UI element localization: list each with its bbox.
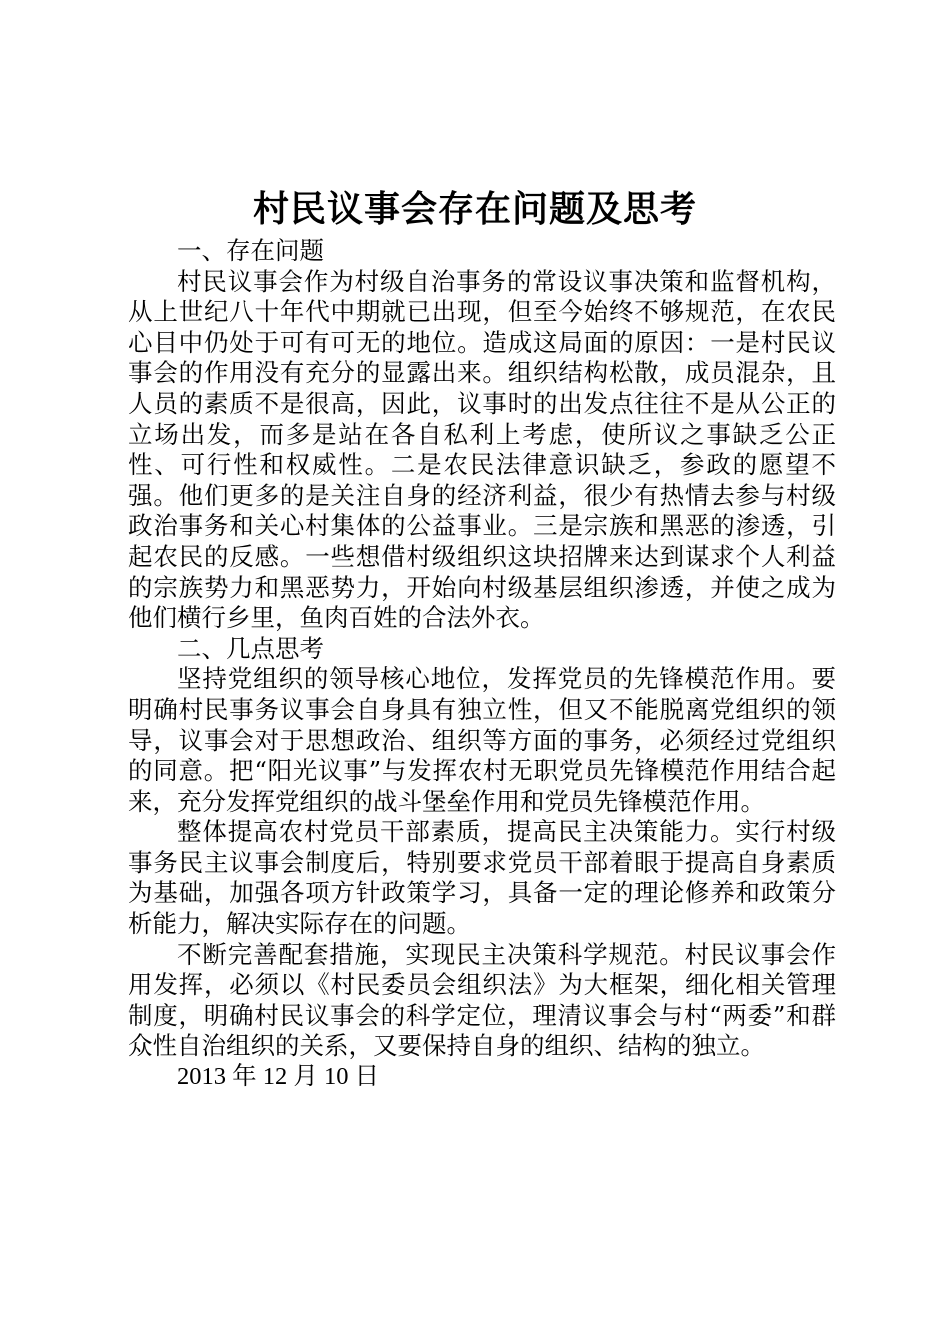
document-body: [128, 236, 836, 1093]
document-title: 村民议事会存在问题及思考: [252, 188, 697, 230]
section-heading-thoughts: 二、几点思考: [177, 633, 324, 663]
document-date: 2013 年 12 月 10 日: [177, 1063, 380, 1091]
paragraph-cadre-quality: 整体提高农村党员干部素质，提高民主决策能力。实行村级事务民主议事会制度后，特别要求党员干部着眼于提高自身素质为基础，加强各项方针政策学习，具备一定的理论修养和政策分析能力，解决实际存在的问题。: [128, 817, 836, 939]
section-heading-problems: 一、存在问题: [177, 236, 324, 265]
paragraph-supporting-measures: 不断完善配套措施，实现民主决策科学规范。村民议事会作用发挥，必须以《村民委员会组织法》为大框架，细化相关管理制度，明确村民议事会的科学定位，理清议事会与村“两委”和群众性自治组织的关系，又要保持自身的组织、结构的独立。: [128, 939, 836, 1061]
paragraph-problems: 村民议事会作为村级自治事务的常设议事决策和监督机构，从上世纪八十年代中期就已出现，但至今始终不够规范，在农民心目中仍处于可有可无的地位。造成这局面的原因：一是村民议事会的作用没有充分的显露出来。组织结构松散，成员混杂，且人员的素质不是很高，因此，议事时的出发点往往不是从公正的立场出发，而多是站在各自私利上考虑，使所议之事缺乏公正性、可行性和权威性。二是农民法律意识缺乏，参政的愿望不强。他们更多的是关注自身的经济利益，很少有热情去参与村级政治事务和关心村集体的公益事业。三是宗族和黑恶的渗透，引起农民的反感。一些想借村级组织这块招牌来达到谋求个人利益的宗族势力和黑恶势力，开始向村级基层组织渗透，并使之成为他们横行乡里，鱼肉百姓的合法外衣。: [128, 266, 836, 633]
paragraph-party-leadership: 坚持党组织的领导核心地位，发挥党员的先锋模范作用。要明确村民事务议事会自身具有独立性，但又不能脱离党组织的领导，议事会对于思想政治、组织等方面的事务，必须经过党组织的同意。把“阳光议事”与发挥农村无职党员先锋模范作用结合起来，充分发挥党组织的战斗堡垒作用和党员先锋模范作用。: [128, 664, 836, 816]
